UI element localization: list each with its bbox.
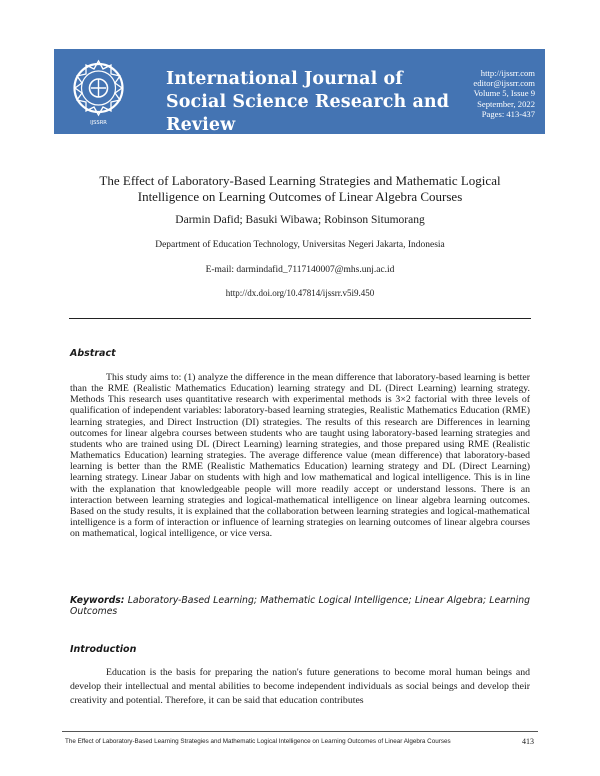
keywords-list: Laboratory-Based Learning; Mathematic Logical Intelligence; Linear Algebra; Learning Outcomes xyxy=(70,595,530,617)
journal-logo-icon xyxy=(61,55,136,129)
journal-url[interactable]: http://ijssrr.com xyxy=(480,68,535,78)
journal-pages: Pages: 413-437 xyxy=(481,108,535,119)
introduction-text: Education is the basis for preparing the nation's future generations to become moral human beings and develop their intellectual and mental abilities to become independent individuals as social beings and develop their creativity and potential. Therefore, it can be said that education contributes xyxy=(70,667,530,707)
svg-text:IJSSRR: IJSSRR xyxy=(90,120,107,126)
header-divider xyxy=(69,318,531,319)
abstract-text: This study aims to: (1) analyze the difference in the mean difference that laboratory-based learning is better than the RME (Realistic Mathematics Education) learning strategy and DL (Direct Learning) learning strategy. Methods This research uses quantitative research with experimental methods is 3×2 factorial with three levels of qualification of independent variables: laboratory-based learning strategies, Realistic Mathematics Education (RME) learning strategies, and Direct Instruction (DI) strategies. The results of this research are Differences in learning outcomes for linear algebra courses between students who are taught using laboratory-based learning strategies and students who are trained using DL (Direct Learning) learning strategies, and those prepared using RME (Realistic Mathematics Education) learning strategies. The average difference value (mean difference) that laboratory-based learning is better than the RME (Realistic Mathematics Education) learning strategy and DL (Direct Learning) learning strategy. Linear Jabar on students with high and low mathematical and logical intelligence. This is in line with the explanation that knowledgeable people will more readily accept or understand lessons. There is an interaction between learning strategies and logical-mathematical intelligence on linear algebra learning outcomes. Based on the study results, it is explained that the collaboration between learning strategies and logical-mathematical intelligence is a form of interaction or influence of learning strategies on learning outcomes of linear algebra courses on mathematical, logical intelligence, or vice versa. xyxy=(70,372,530,540)
paper-authors: Darmin Dafid; Basuki Wibawa; Robinson Situmorang xyxy=(175,214,425,226)
paper-doi-link[interactable]: http://dx.doi.org/10.47814/ijssrr.v5i9.450 xyxy=(225,288,375,298)
paper-title: The Effect of Laboratory-Based Learning Strategies and Mathematic Logical Intelligence on Learning Outcomes of Linear Algebra Courses xyxy=(99,173,501,204)
journal-banner xyxy=(54,49,545,134)
journal-date: September, 2022 xyxy=(477,98,535,109)
footer-running-title: The Effect of Laboratory-Based Learning Strategies and Mathematic Logical Intelligence on Learning Outcomes of Linear Algebra Courses xyxy=(65,738,451,745)
journal-email[interactable]: editor@ijssrr.com xyxy=(473,78,535,89)
keywords xyxy=(70,595,530,617)
footer-divider xyxy=(62,731,538,732)
journal-title: International Journal of Social Science Research and Review xyxy=(166,69,450,135)
journal-meta xyxy=(473,68,535,119)
keywords-label: Keywords: xyxy=(70,595,125,606)
journal-volume: Volume 5, Issue 9 xyxy=(473,88,535,99)
author-email[interactable]: E-mail: darmindafid_7117140007@mhs.unj.ac.id xyxy=(205,265,395,275)
abstract-heading: Abstract xyxy=(70,348,116,359)
page-number: 413 xyxy=(522,737,534,746)
author-affiliation: Department of Education Technology, Universitas Negeri Jakarta, Indonesia xyxy=(155,240,445,250)
introduction-heading: Introduction xyxy=(70,644,137,655)
